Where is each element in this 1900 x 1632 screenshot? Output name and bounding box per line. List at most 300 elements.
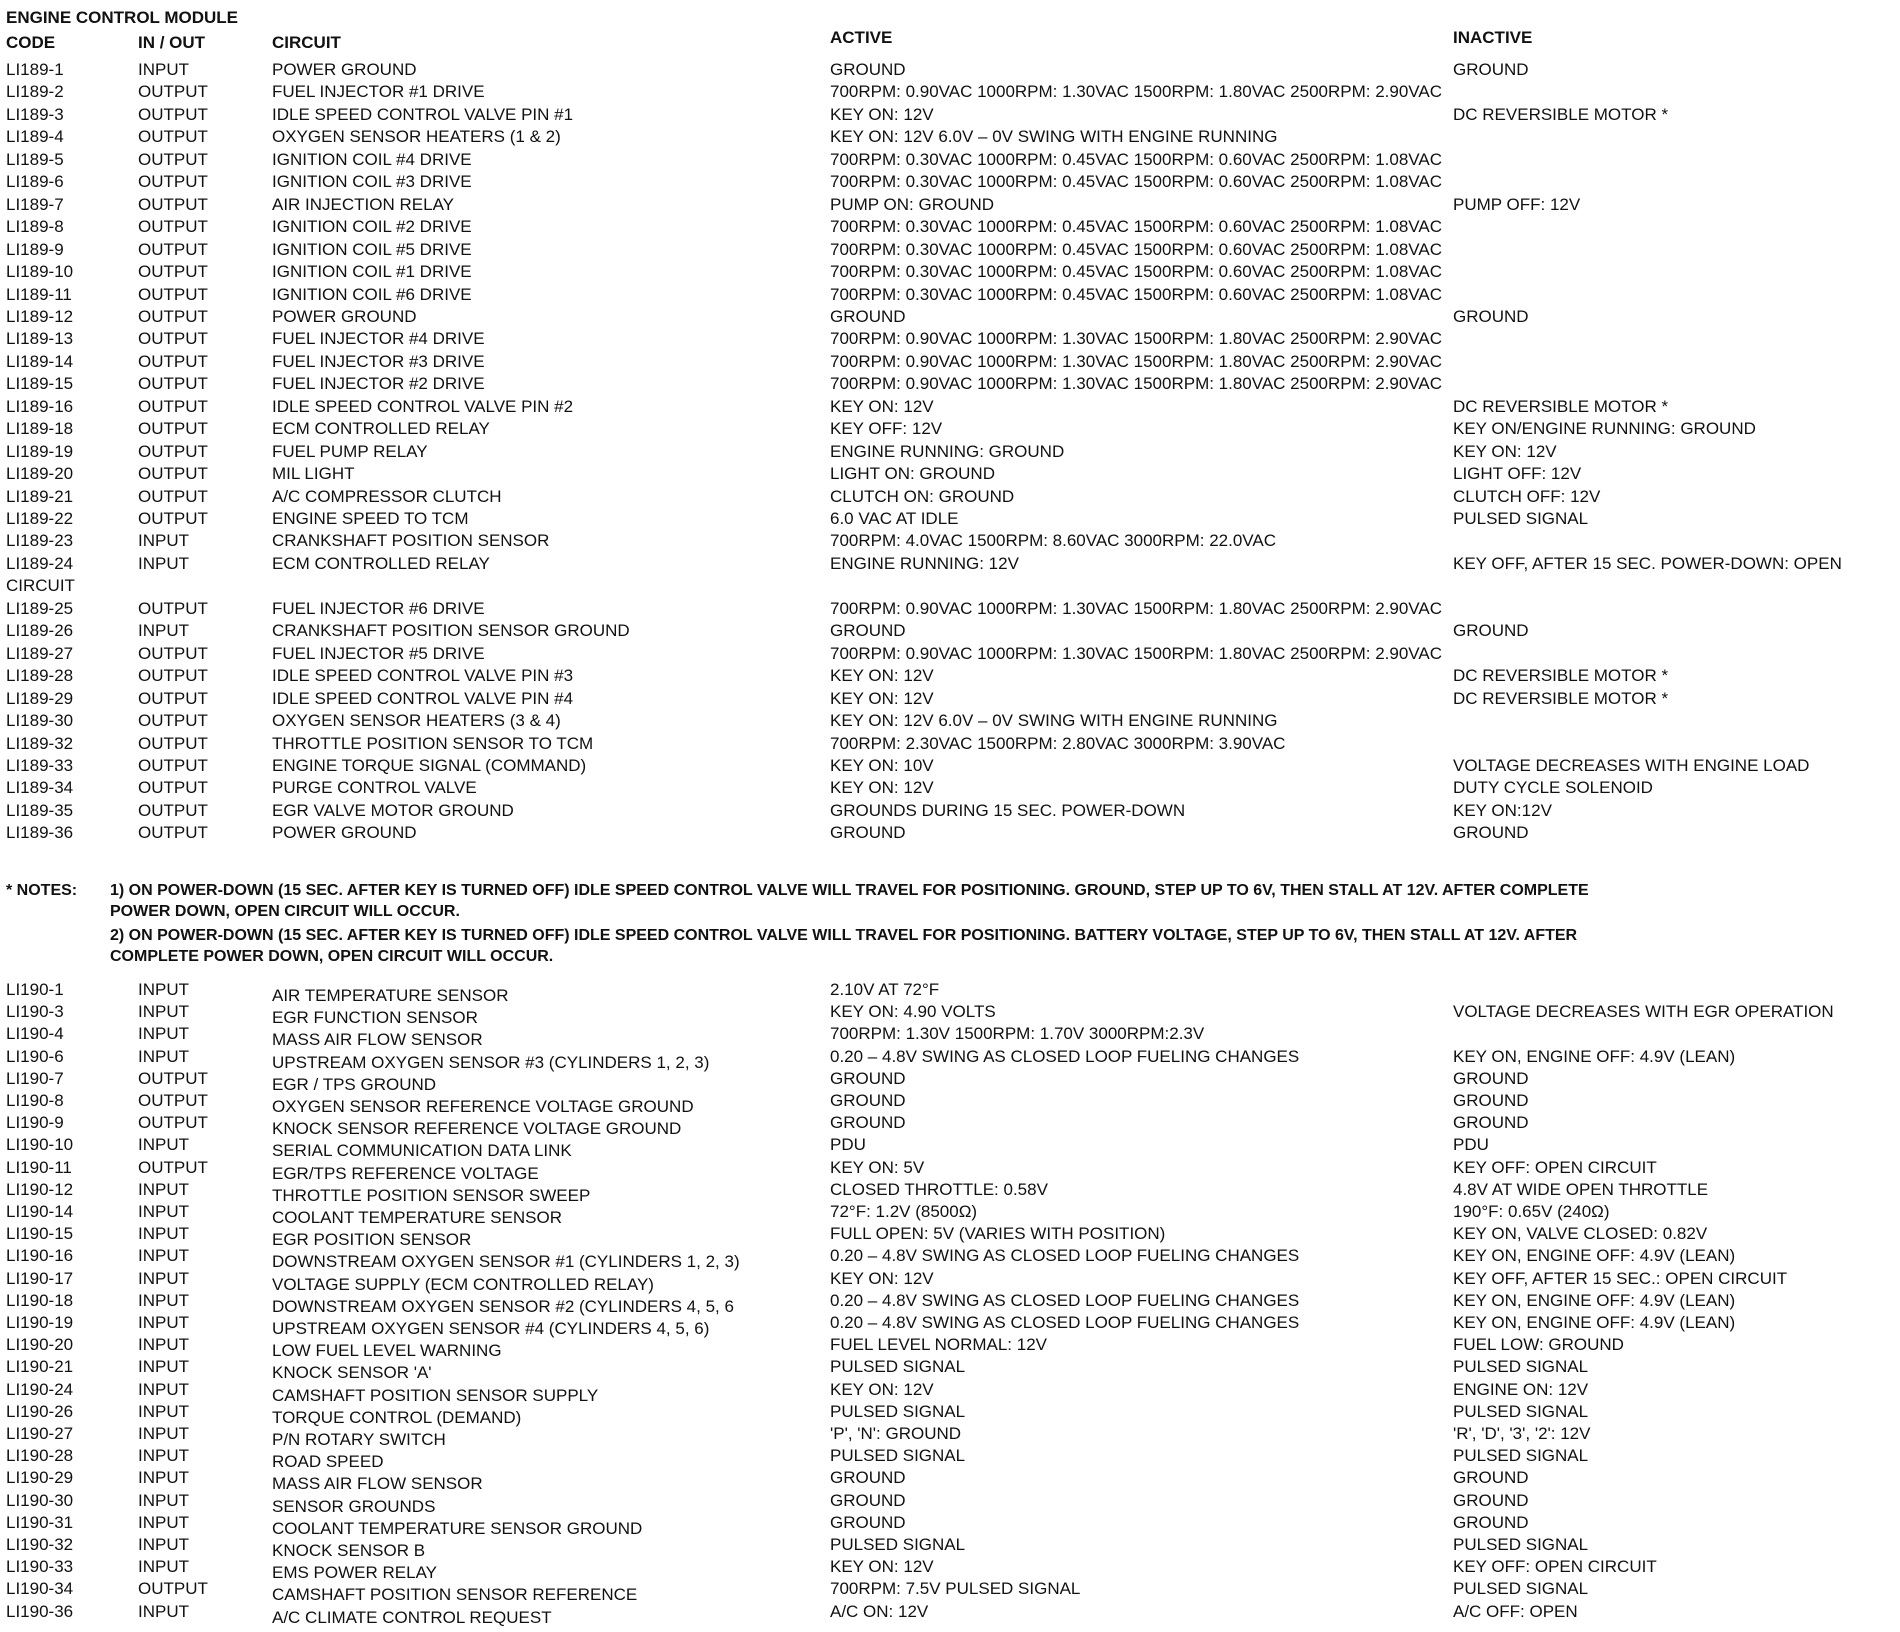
table-row: [0, 688, 1900, 710]
pin-code: LI190-14: [6, 1202, 74, 1221]
inactive-value: VOLTAGE DECREASES WITH ENGINE LOAD: [1453, 755, 1810, 775]
circuit-name: AIR INJECTION RELAY: [272, 194, 454, 214]
table-row: [0, 643, 1900, 665]
circuit-name: THROTTLE POSITION SENSOR SWEEP: [272, 1185, 591, 1205]
active-value: 700RPM: 0.90VAC 1000RPM: 1.30VAC 1500RPM: 1.80VAC 2500RPM: 2.90VAC: [830, 329, 1442, 349]
inactive-value: PUMP OFF: 12V: [1453, 194, 1581, 214]
table-row: [0, 575, 1900, 597]
inactive-value: LIGHT OFF: 12V: [1453, 464, 1582, 484]
circuit-name: PURGE CONTROL VALVE: [272, 778, 477, 798]
table-row: [0, 1356, 1900, 1383]
active-value: 700RPM: 0.30VAC 1000RPM: 0.45VAC 1500RPM: 0.60VAC 2500RPM: 1.08VAC: [830, 217, 1442, 237]
pin-direction: OUTPUT: [138, 509, 208, 528]
pin-direction: INPUT: [138, 1290, 189, 1310]
pin-code: LI189-27: [6, 643, 74, 663]
active-value: GROUND: [830, 1068, 906, 1088]
pin-code: LI189-6: [6, 172, 64, 192]
inactive-value: PULSED SIGNAL: [1453, 509, 1589, 528]
active-value: 0.20 – 4.8V SWING AS CLOSED LOOP FUELING CHANGES: [830, 1313, 1300, 1332]
pin-direction: OUTPUT: [138, 194, 208, 214]
notes-label: * NOTES:: [6, 882, 78, 899]
pin-code: LI190-16: [6, 1246, 74, 1266]
pin-direction: OUTPUT: [138, 1113, 208, 1133]
circuit-name: IGNITION COIL #6 DRIVE: [272, 284, 472, 304]
pin-direction: OUTPUT: [138, 104, 208, 124]
table-row: [0, 1601, 1900, 1627]
circuit-name: IGNITION COIL #5 DRIVE: [272, 239, 472, 259]
circuit-name: COOLANT TEMPERATURE SENSOR GROUND: [272, 1518, 643, 1538]
active-value: FULL OPEN: 5V (VARIES WITH POSITION): [830, 1224, 1166, 1244]
inactive-value: 190°F: 0.65V (240Ω): [1453, 1202, 1610, 1221]
pin-code: LI189-34: [6, 778, 74, 798]
pin-code: LI190-3: [6, 1002, 64, 1022]
pin-code: LI189-22: [6, 509, 74, 528]
table-row: [0, 396, 1900, 418]
active-value: LIGHT ON: GROUND: [830, 464, 995, 484]
inactive-value: PULSED SIGNAL: [1453, 1535, 1589, 1554]
circuit-name: ECM CONTROLLED RELAY: [272, 419, 490, 439]
inactive-value: GROUND: [1453, 1468, 1529, 1488]
header-circuit: CIRCUIT: [272, 33, 341, 52]
active-value: 700RPM: 0.30VAC 1000RPM: 0.45VAC 1500RPM: 0.60VAC 2500RPM: 1.08VAC: [830, 149, 1442, 169]
circuit-name: EGR / TPS GROUND: [272, 1074, 437, 1094]
active-value: PULSED SIGNAL: [830, 1357, 966, 1377]
pin-direction: OUTPUT: [138, 778, 208, 798]
pin-direction: INPUT: [138, 1379, 189, 1399]
pin-code: LI190-33: [6, 1557, 74, 1577]
pin-code: LI189-21: [6, 486, 74, 506]
pin-code: LI189-11: [6, 284, 72, 304]
active-value: 'P', 'N': GROUND: [830, 1424, 962, 1443]
active-value: 700RPM: 0.30VAC 1000RPM: 0.45VAC 1500RPM: 0.60VAC 2500RPM: 1.08VAC: [830, 172, 1442, 192]
circuit-name: POWER GROUND: [272, 60, 417, 79]
pin-code: LI189-3: [6, 104, 64, 124]
circuit-name: MASS AIR FLOW SENSOR: [272, 1030, 483, 1050]
inactive-value: 4.8V AT WIDE OPEN THROTTLE: [1453, 1179, 1709, 1199]
circuit-name: IDLE SPEED CONTROL VALVE PIN #3: [272, 666, 574, 686]
pin-code: LI190-17: [6, 1268, 74, 1288]
pin-code: LI189-18: [6, 419, 74, 439]
pin-code: LI190-36: [6, 1601, 74, 1621]
circuit-name: ENGINE SPEED TO TCM: [272, 509, 469, 528]
pin-code: LI189-15: [6, 374, 74, 394]
table-row: [0, 1490, 1900, 1516]
note-1-line-1: 1) ON POWER-DOWN (15 SEC. AFTER KEY IS TURNED OFF) IDLE SPEED CONTROL VALVE WILL TRAVEL FOR POSITIONING. GROUND, STEP UP TO 6V, THEN STALL AT 12V. AFTER COMPLETE: [110, 882, 1589, 899]
pin-direction: OUTPUT: [138, 800, 208, 820]
inactive-value: VOLTAGE DECREASES WITH EGR OPERATION: [1453, 1002, 1834, 1022]
table-row: [0, 59, 1900, 81]
table-row: [0, 418, 1900, 440]
circuit-name: P/N ROTARY SWITCH: [272, 1430, 446, 1449]
header-inactive: INACTIVE: [1453, 28, 1533, 47]
circuit-name: IDLE SPEED CONTROL VALVE PIN #4: [272, 688, 574, 708]
circuit-name: EGR/TPS REFERENCE VOLTAGE: [272, 1163, 539, 1183]
inactive-value: PULSED SIGNAL: [1453, 1579, 1589, 1599]
circuit-name: IDLE SPEED CONTROL VALVE PIN #1: [272, 104, 574, 124]
pin-direction: INPUT: [138, 1179, 189, 1199]
active-value: KEY ON: 12V: [830, 688, 934, 708]
circuit-name: KNOCK SENSOR B: [272, 1541, 426, 1560]
inactive-value: PDU: [1453, 1135, 1489, 1155]
pin-direction: INPUT: [138, 1490, 189, 1510]
table-row: [0, 1423, 1900, 1449]
pin-direction: OUTPUT: [138, 441, 208, 461]
circuit-name: IGNITION COIL #3 DRIVE: [272, 172, 472, 192]
pin-direction: OUTPUT: [138, 464, 208, 484]
active-value: GROUND: [830, 1490, 906, 1510]
inactive-value: PULSED SIGNAL: [1453, 1357, 1589, 1377]
pin-direction: INPUT: [138, 1135, 189, 1155]
table-row: [0, 665, 1900, 687]
active-value: KEY ON: 12V: [830, 666, 934, 686]
circuit-name: ENGINE TORQUE SIGNAL (COMMAND): [272, 755, 587, 775]
active-value: GROUND: [830, 1468, 906, 1488]
pin-code: LI190-32: [6, 1535, 74, 1554]
circuit-name: POWER GROUND: [272, 306, 417, 326]
active-value: 0.20 – 4.8V SWING AS CLOSED LOOP FUELING CHANGES: [830, 1290, 1300, 1310]
table-row: [0, 979, 1900, 1005]
pin-direction: OUTPUT: [138, 598, 208, 618]
pin-direction: INPUT: [138, 1401, 189, 1421]
table-row: [0, 126, 1900, 148]
table-row: [0, 1268, 1900, 1294]
active-value: PUMP ON: GROUND: [830, 194, 995, 214]
circuit-name: OXYGEN SENSOR REFERENCE VOLTAGE GROUND: [272, 1097, 694, 1116]
circuit-name: KNOCK SENSOR REFERENCE VOLTAGE GROUND: [272, 1119, 682, 1139]
pin-direction: INPUT: [138, 1224, 189, 1244]
table-row: [0, 463, 1900, 485]
active-value: GROUND: [830, 1091, 906, 1110]
inactive-value: PULSED SIGNAL: [1453, 1446, 1589, 1466]
pin-direction: OUTPUT: [138, 419, 208, 439]
circuit-name: IGNITION COIL #2 DRIVE: [272, 217, 472, 237]
pin-direction: OUTPUT: [138, 149, 208, 169]
circuit-name: A/C CLIMATE CONTROL REQUEST: [272, 1607, 552, 1627]
table-row: [0, 553, 1900, 575]
inactive-value: GROUND: [1453, 1091, 1529, 1110]
pin-code: LI190-12: [6, 1179, 74, 1199]
pin-direction: INPUT: [138, 531, 189, 551]
active-value: FUEL LEVEL NORMAL: 12V: [830, 1335, 1047, 1355]
active-value: KEY ON: 12V: [830, 1268, 934, 1288]
circuit-name: KNOCK SENSOR 'A': [272, 1363, 432, 1383]
pin-direction: OUTPUT: [138, 127, 208, 147]
pin-code: CIRCUIT: [6, 576, 75, 596]
active-value: KEY ON: 10V: [830, 755, 934, 775]
pin-code: LI190-4: [6, 1024, 64, 1044]
table-row: [0, 777, 1900, 799]
note-1-line-2: POWER DOWN, OPEN CIRCUIT WILL OCCUR.: [110, 903, 460, 920]
table-row: [0, 328, 1900, 350]
pin-code: LI190-27: [6, 1424, 74, 1443]
pin-code: LI190-1: [6, 980, 64, 999]
pin-code: LI189-4: [6, 127, 64, 147]
table-row: [0, 239, 1900, 261]
table-row: [0, 261, 1900, 283]
active-value: 0.20 – 4.8V SWING AS CLOSED LOOP FUELING CHANGES: [830, 1046, 1300, 1066]
pin-direction: OUTPUT: [138, 711, 208, 731]
circuit-name: TORQUE CONTROL (DEMAND): [272, 1407, 522, 1427]
table-row: [0, 598, 1900, 620]
inactive-value: KEY OFF: OPEN CIRCUIT: [1453, 1557, 1657, 1577]
pin-code: LI190-18: [6, 1290, 74, 1310]
active-value: CLOSED THROTTLE: 0.58V: [830, 1179, 1048, 1199]
active-value: 700RPM: 0.90VAC 1000RPM: 1.30VAC 1500RPM: 1.80VAC 2500RPM: 2.90VAC: [830, 82, 1442, 102]
table-row: [0, 1534, 1900, 1560]
pin-direction: OUTPUT: [138, 733, 208, 753]
circuit-name: OXYGEN SENSOR HEATERS (3 & 4): [272, 711, 561, 731]
circuit-name: OXYGEN SENSOR HEATERS (1 & 2): [272, 127, 561, 147]
pin-code: LI189-14: [6, 351, 74, 371]
pin-direction: INPUT: [138, 1601, 189, 1621]
pin-direction: INPUT: [138, 1557, 189, 1577]
pin-code: LI189-23: [6, 531, 74, 551]
inactive-value: FUEL LOW: GROUND: [1453, 1335, 1624, 1355]
table-row: [0, 1445, 1900, 1472]
active-value: A/C ON: 12V: [830, 1601, 929, 1621]
circuit-name: CAMSHAFT POSITION SENSOR REFERENCE: [272, 1585, 638, 1605]
table-row: [0, 1023, 1900, 1050]
inactive-value: KEY OFF, AFTER 15 SEC.: OPEN CIRCUIT: [1453, 1268, 1788, 1288]
pin-code: LI190-19: [6, 1313, 74, 1332]
pin-direction: OUTPUT: [138, 239, 208, 259]
inactive-value: KEY OFF: OPEN CIRCUIT: [1453, 1157, 1657, 1177]
pin-code: LI189-25: [6, 598, 74, 618]
pin-direction: INPUT: [138, 553, 189, 573]
note-2-line-2: COMPLETE POWER DOWN, OPEN CIRCUIT WILL OCCUR.: [110, 948, 554, 965]
table-row: [0, 171, 1900, 193]
pin-code: LI190-34: [6, 1579, 74, 1599]
active-value: KEY ON: 12V: [830, 778, 934, 798]
active-value: PULSED SIGNAL: [830, 1535, 966, 1554]
inactive-value: GROUND: [1453, 306, 1529, 326]
active-value: CLUTCH ON: GROUND: [830, 486, 1015, 506]
active-value: GROUNDS DURING 15 SEC. POWER-DOWN: [830, 800, 1186, 820]
pin-code: LI190-8: [6, 1091, 64, 1110]
circuit-name: DOWNSTREAM OXYGEN SENSOR #2 (CYLINDERS 4, 5, 6: [272, 1296, 734, 1316]
active-value: PULSED SIGNAL: [830, 1401, 966, 1421]
pin-code: LI190-15: [6, 1224, 74, 1244]
inactive-value: KEY OFF, AFTER 15 SEC. POWER-DOWN: OPEN: [1453, 553, 1842, 573]
active-value: 700RPM: 0.30VAC 1000RPM: 0.45VAC 1500RPM: 0.60VAC 2500RPM: 1.08VAC: [830, 262, 1442, 282]
pin-direction: INPUT: [138, 1535, 189, 1554]
table-row: [0, 508, 1900, 530]
pin-code: LI189-8: [6, 217, 64, 237]
table-row: [0, 800, 1900, 822]
pin-code: LI190-26: [6, 1401, 74, 1421]
circuit-name: CRANKSHAFT POSITION SENSOR GROUND: [272, 621, 630, 641]
pin-direction: INPUT: [138, 621, 189, 641]
circuit-name: FUEL PUMP RELAY: [272, 441, 428, 461]
circuit-name: ECM CONTROLLED RELAY: [272, 553, 490, 573]
active-value: KEY ON: 12V: [830, 1379, 934, 1399]
pin-code: LI189-24: [6, 553, 74, 573]
pin-direction: INPUT: [138, 60, 189, 79]
inactive-value: DC REVERSIBLE MOTOR *: [1453, 396, 1669, 416]
inactive-value: GROUND: [1453, 1113, 1529, 1133]
pin-direction: OUTPUT: [138, 262, 208, 282]
circuit-name: CAMSHAFT POSITION SENSOR SUPPLY: [272, 1385, 599, 1405]
circuit-name: UPSTREAM OXYGEN SENSOR #4 (CYLINDERS 4, 5, 6): [272, 1319, 710, 1338]
pin-direction: OUTPUT: [138, 1068, 208, 1088]
active-value: KEY OFF: 12V: [830, 419, 943, 439]
pin-code: LI189-1: [6, 60, 64, 79]
pin-direction: INPUT: [138, 1202, 189, 1221]
pin-code: LI190-6: [6, 1046, 64, 1066]
pin-direction: INPUT: [138, 1313, 189, 1332]
active-value: GROUND: [830, 60, 906, 79]
table-row: [0, 1134, 1900, 1161]
pin-code: LI189-7: [6, 194, 64, 214]
note-2-line-1: 2) ON POWER-DOWN (15 SEC. AFTER KEY IS TURNED OFF) IDLE SPEED CONTROL VALVE WILL TRAVEL FOR POSITIONING. BATTERY VOLTAGE, STEP UP TO 6V, THEN STALL AT 12V. AFTER: [110, 927, 1578, 944]
active-value: KEY ON: 12V 6.0V – 0V SWING WITH ENGINE RUNNING: [830, 711, 1278, 731]
circuit-name: POWER GROUND: [272, 823, 417, 843]
header-code: CODE: [6, 33, 56, 52]
active-value: KEY ON: 12V 6.0V – 0V SWING WITH ENGINE RUNNING: [830, 127, 1278, 147]
inactive-value: GROUND: [1453, 621, 1529, 641]
table-row: [0, 620, 1900, 642]
circuit-name: MASS AIR FLOW SENSOR: [272, 1474, 483, 1494]
pin-direction: OUTPUT: [138, 1091, 208, 1110]
pin-code: LI189-13: [6, 329, 74, 349]
pin-direction: OUTPUT: [138, 351, 208, 371]
pin-code: LI189-29: [6, 688, 74, 708]
table-row: [0, 1512, 1900, 1538]
header-in-out: IN / OUT: [138, 33, 206, 52]
active-value: GROUND: [830, 306, 906, 326]
circuit-name: EGR VALVE MOTOR GROUND: [272, 800, 514, 820]
circuit-name: SENSOR GROUNDS: [272, 1496, 436, 1516]
pin-direction: OUTPUT: [138, 329, 208, 349]
inactive-value: 'R', 'D', '3', '2': 12V: [1453, 1424, 1591, 1443]
active-value: 700RPM: 0.30VAC 1000RPM: 0.45VAC 1500RPM: 0.60VAC 2500RPM: 1.08VAC: [830, 239, 1442, 259]
circuit-name: MIL LIGHT: [272, 464, 355, 484]
pin-direction: INPUT: [138, 1046, 189, 1066]
inactive-value: GROUND: [1453, 1512, 1529, 1532]
inactive-value: CLUTCH OFF: 12V: [1453, 486, 1601, 506]
inactive-value: KEY ON, ENGINE OFF: 4.9V (LEAN): [1453, 1290, 1736, 1310]
pin-code: LI189-36: [6, 823, 74, 843]
pin-direction: INPUT: [138, 980, 189, 999]
table-row: [0, 441, 1900, 463]
pin-direction: OUTPUT: [138, 755, 208, 775]
table-row: [0, 1068, 1900, 1094]
pin-code: LI190-21: [6, 1357, 74, 1377]
pin-direction: OUTPUT: [138, 306, 208, 326]
header-active: ACTIVE: [830, 28, 893, 47]
pin-code: LI190-11: [6, 1157, 72, 1177]
inactive-value: KEY ON:12V: [1453, 800, 1552, 820]
circuit-name: COOLANT TEMPERATURE SENSOR: [272, 1208, 562, 1227]
pin-direction: INPUT: [138, 1446, 189, 1466]
pin-code: LI189-20: [6, 464, 74, 484]
table-row: [0, 710, 1900, 732]
circuit-name: EGR FUNCTION SENSOR: [272, 1008, 478, 1028]
pin-code: LI189-16: [6, 396, 74, 416]
pin-code: LI189-12: [6, 306, 74, 326]
inactive-value: KEY ON, ENGINE OFF: 4.9V (LEAN): [1453, 1246, 1736, 1266]
pin-code: LI190-9: [6, 1113, 64, 1133]
circuit-name: FUEL INJECTOR #4 DRIVE: [272, 329, 485, 349]
pin-direction: INPUT: [138, 1268, 189, 1288]
inactive-value: DUTY CYCLE SOLENOID: [1453, 778, 1653, 798]
table-row: [0, 306, 1900, 328]
pin-code: LI189-33: [6, 755, 74, 775]
inactive-value: GROUND: [1453, 1068, 1529, 1088]
pin-code: LI190-24: [6, 1379, 74, 1399]
pin-direction: OUTPUT: [138, 688, 208, 708]
circuit-name: AIR TEMPERATURE SENSOR: [272, 986, 509, 1005]
active-value: GROUND: [830, 1113, 906, 1133]
pin-code: LI190-7: [6, 1068, 64, 1088]
active-value: 700RPM: 1.30V 1500RPM: 1.70V 3000RPM:2.3V: [830, 1024, 1205, 1044]
inactive-value: GROUND: [1453, 1490, 1529, 1510]
active-value: PDU: [830, 1135, 866, 1155]
active-value: GROUND: [830, 621, 906, 641]
table-row: [0, 351, 1900, 373]
inactive-value: DC REVERSIBLE MOTOR *: [1453, 666, 1669, 686]
table-row: [0, 1334, 1900, 1361]
active-value: KEY ON: 12V: [830, 104, 934, 124]
pin-code: LI189-32: [6, 733, 74, 753]
circuit-name: THROTTLE POSITION SENSOR TO TCM: [272, 733, 594, 753]
pin-code: LI190-29: [6, 1468, 74, 1488]
pin-code: LI189-30: [6, 711, 74, 731]
table-row: [0, 284, 1900, 306]
pin-direction: OUTPUT: [138, 374, 208, 394]
pin-direction: INPUT: [138, 1357, 189, 1377]
pin-code: LI190-28: [6, 1446, 74, 1466]
circuit-name: FUEL INJECTOR #1 DRIVE: [272, 82, 485, 102]
circuit-name: A/C COMPRESSOR CLUTCH: [272, 486, 502, 506]
active-value: KEY ON: 12V: [830, 396, 934, 416]
table-row: [0, 1379, 1900, 1405]
pin-direction: OUTPUT: [138, 1579, 208, 1599]
table-row: [0, 1001, 1900, 1028]
active-value: 700RPM: 2.30VAC 1500RPM: 2.80VAC 3000RPM: 3.90VAC: [830, 733, 1286, 753]
table-row: [0, 530, 1900, 552]
pin-code: LI189-10: [6, 262, 74, 282]
pin-direction: INPUT: [138, 1024, 189, 1044]
active-value: 6.0 VAC AT IDLE: [830, 509, 959, 528]
pin-code: LI189-26: [6, 621, 74, 641]
table-row: [0, 104, 1900, 126]
pin-direction: INPUT: [138, 1246, 189, 1266]
pin-code: LI189-2: [6, 82, 64, 102]
active-value: KEY ON: 5V: [830, 1157, 925, 1177]
circuit-name: LOW FUEL LEVEL WARNING: [272, 1341, 502, 1361]
active-value: 72°F: 1.2V (8500Ω): [830, 1202, 978, 1221]
table-row: [0, 1201, 1900, 1227]
active-value: KEY ON: 4.90 VOLTS: [830, 1002, 996, 1022]
inactive-value: DC REVERSIBLE MOTOR *: [1453, 688, 1669, 708]
active-value: ENGINE RUNNING: GROUND: [830, 441, 1065, 461]
table-row: [0, 216, 1900, 238]
inactive-value: GROUND: [1453, 60, 1529, 79]
active-value: 700RPM: 0.30VAC 1000RPM: 0.45VAC 1500RPM: 0.60VAC 2500RPM: 1.08VAC: [830, 284, 1442, 304]
active-value: PULSED SIGNAL: [830, 1446, 966, 1466]
circuit-name: FUEL INJECTOR #6 DRIVE: [272, 598, 485, 618]
inactive-value: A/C OFF: OPEN: [1453, 1601, 1578, 1621]
circuit-name: EMS POWER RELAY: [272, 1563, 437, 1583]
circuit-name: IGNITION COIL #1 DRIVE: [272, 262, 472, 282]
active-value: 700RPM: 0.90VAC 1000RPM: 1.30VAC 1500RPM: 1.80VAC 2500RPM: 2.90VAC: [830, 351, 1442, 371]
inactive-value: ENGINE ON: 12V: [1453, 1379, 1589, 1399]
inactive-value: KEY ON, VALVE CLOSED: 0.82V: [1453, 1224, 1708, 1244]
pin-code: LI190-31: [6, 1512, 74, 1532]
pin-direction: OUTPUT: [138, 823, 208, 843]
table-row: [0, 1401, 1900, 1427]
